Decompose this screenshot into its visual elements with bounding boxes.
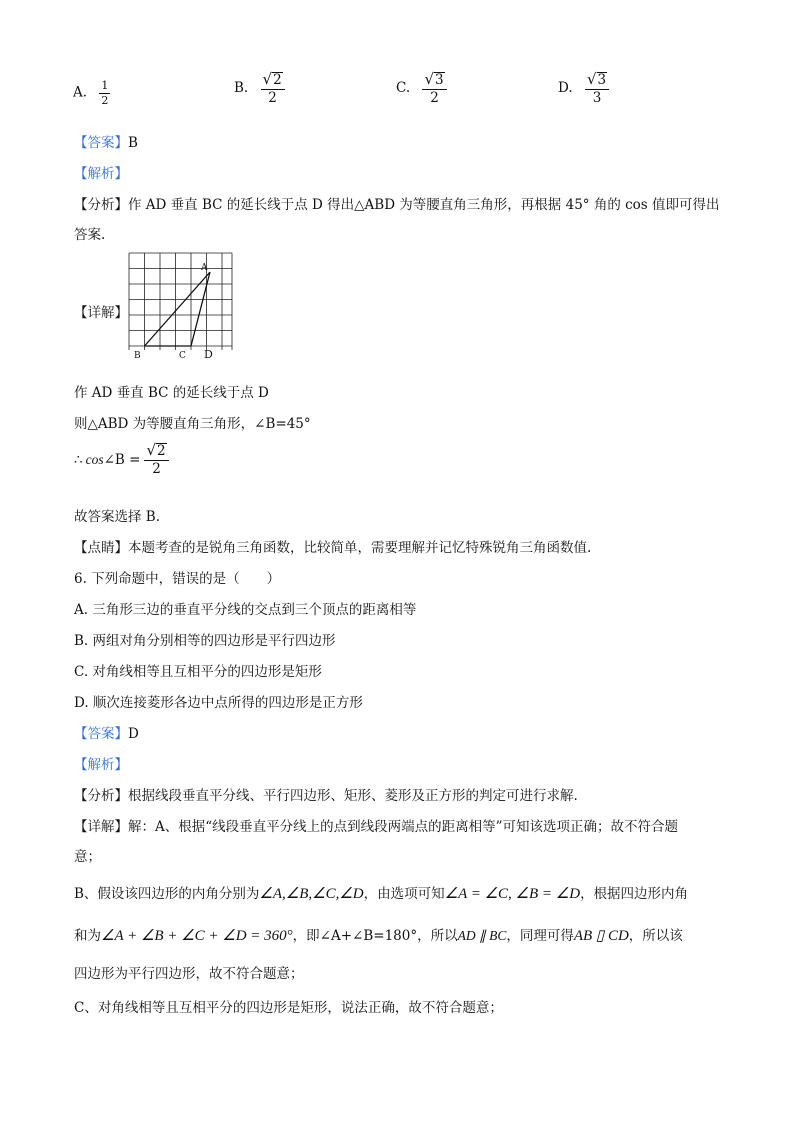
- q5-fenxi-line1: 【分析】作 AD 垂直 BC 的延长线于点 D 得出△ABD 为等腰直角三角形，再根据 45° 角的 cos 值即可得出: [74, 197, 720, 213]
- q6-stem: 6. 下列命题中，错误的是（ ）: [74, 571, 281, 587]
- triangle-abc: [145, 272, 211, 346]
- q6-option-a: A. 三角形三边的垂直平分线的交点到三个顶点的距离相等: [74, 602, 417, 618]
- fraction-one-half: $\frac{1}{2}$: [101, 79, 109, 107]
- fraction-sqrt3-over-2: √ 3 2: [422, 72, 446, 105]
- q5-cos-equation: ∴ cos ∠B = √ 2 2: [74, 443, 171, 476]
- fraction-sqrt2-over-2: √ 2 2: [261, 72, 285, 105]
- grid-diagram: [126, 250, 236, 366]
- q5-comment: 【点睛】本题考查的是锐角三角函数，比较简单，需要理解并记忆特殊锐角三角函数值.: [74, 540, 592, 556]
- point-a-label: A: [201, 263, 208, 273]
- point-b-label: B: [134, 351, 141, 361]
- q6-option-b: B. 两组对角分别相等的四边形是平行四边形: [74, 633, 336, 649]
- q5-answer: 【答案】B: [74, 135, 138, 151]
- point-c-label: C: [179, 351, 186, 361]
- q5-detail-tag: 【详解】: [74, 305, 128, 321]
- cos-value-fraction: √ 2 2: [144, 443, 168, 476]
- q6-b-line3: 四边形为平行四边形，故不符合题意；: [74, 966, 304, 982]
- q5-step2: 则△ABD 为等腰直角三角形，∠B=45°: [74, 416, 311, 432]
- q5-analysis-tag: 【解析】: [74, 166, 128, 182]
- fraction-sqrt3-over-3: √ 3 3: [585, 72, 609, 105]
- q6-option-d: D. 顺次连接菱形各边中点所得的四边形是正方形: [74, 695, 363, 711]
- q6-b-line2: 和为∠A + ∠B + ∠C + ∠D = 360°，即∠A+∠B=180°，所以AD ∥ BC，同理可得AB ▯ CD，所以该: [74, 928, 683, 944]
- option-d: D. √ 3 3: [558, 72, 611, 105]
- q6-detail-line2: 意；: [74, 849, 101, 865]
- q5-step1: 作 AD 垂直 BC 的延长线于点 D: [74, 385, 269, 401]
- option-a: A. $\frac{1}{2}$: [73, 79, 109, 107]
- q6-option-c: C. 对角线相等且互相平分的四边形是矩形: [74, 664, 322, 680]
- option-b: B. √ 2 2: [234, 72, 287, 105]
- q6-c-line: C、对角线相等且互相平分的四边形是矩形，说法正确，故不符合题意；: [74, 1000, 503, 1016]
- point-d-label: D: [204, 348, 213, 361]
- q6-b-line1: B、假设该四边形的内角分别为∠A,∠B,∠C,∠D，由选项可知∠A = ∠C, ∠B = ∠D，根据四边形内角: [74, 886, 689, 902]
- q6-detail-line1: 【详解】解：A、根据“线段垂直平分线上的点到线段两端点的距离相等”可知该选项正确；故不符合题: [74, 819, 679, 835]
- option-c: C. √ 3 2: [396, 72, 449, 105]
- q6-answer: 【答案】D: [74, 726, 139, 742]
- q5-conclusion: 故答案选择 B.: [74, 509, 161, 525]
- q6-analysis-tag: 【解析】: [74, 757, 128, 773]
- q6-fenxi: 【分析】根据线段垂直平分线、平行四边形、矩形、菱形及正方形的判定可进行求解.: [74, 788, 578, 804]
- q5-fenxi-line2: 答案.: [74, 227, 106, 243]
